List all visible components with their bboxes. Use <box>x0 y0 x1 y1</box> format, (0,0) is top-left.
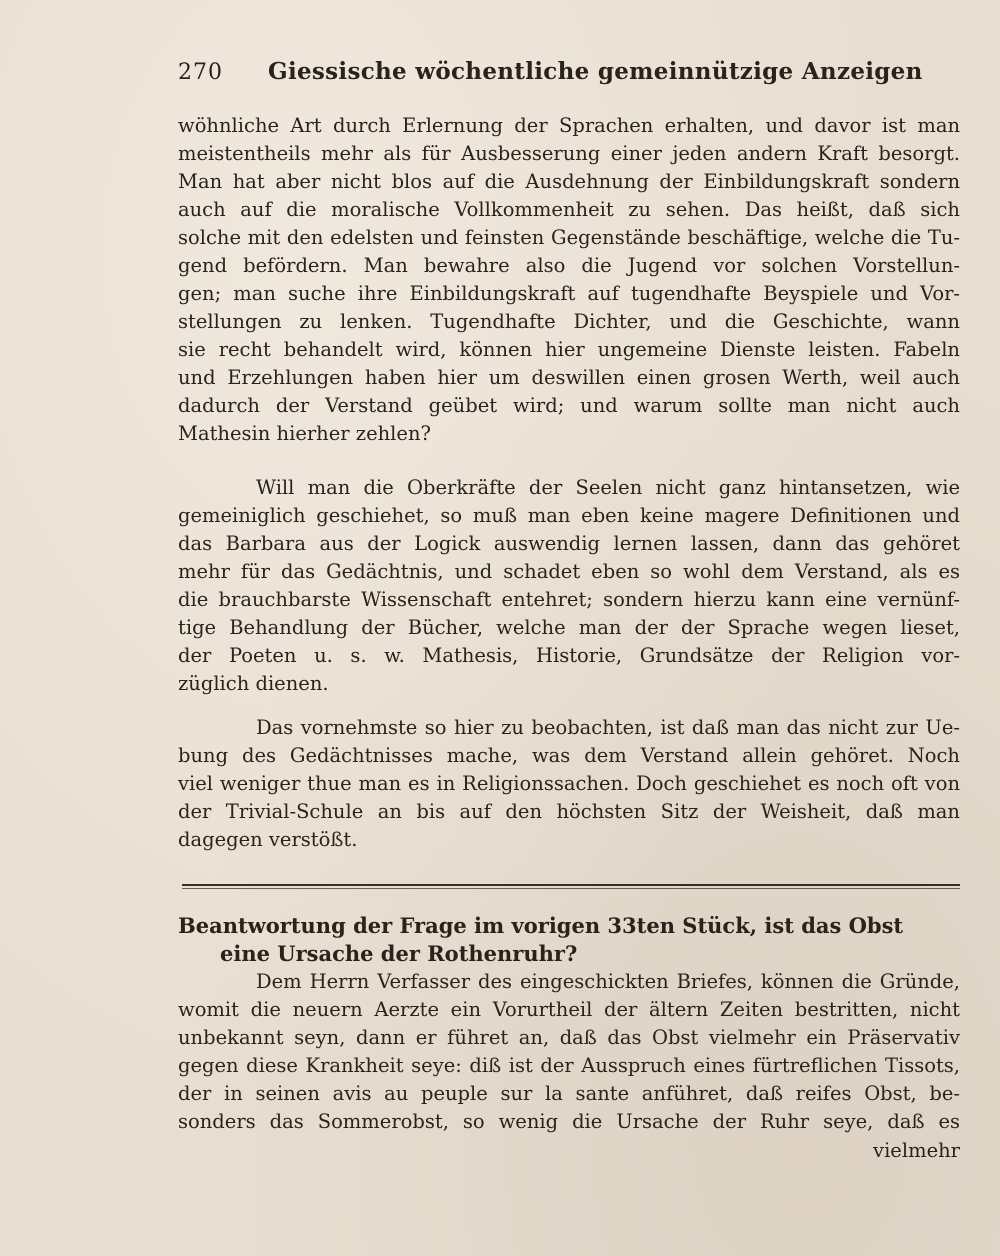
paragraph-2 <box>178 474 960 698</box>
text-line: auch auf die moralische Vollkommenheit zu sehen. Das heißt, daß sich <box>178 198 960 221</box>
text-line: das Barbara aus der Logick auswendig lernen lassen, dann das gehöret <box>178 532 960 555</box>
text-line: und Erzehlungen haben hier um deswillen einen grosen Werth, weil auch <box>178 366 960 389</box>
page-header <box>178 58 958 94</box>
text-line: womit die neuern Aerzte ein Vorurtheil der ältern Zeiten bestritten, nicht <box>178 998 960 1021</box>
text-line: stellungen zu lenken. Tugendhafte Dichter, und die Geschichte, wann <box>178 310 960 333</box>
text-line: gend befördern. Man bewahre also die Jugend vor solchen Vorstellun- <box>178 254 960 277</box>
article-heading-line: Beantwortung der Frage im vorigen 33ten Stück, ist das Obst <box>178 913 904 938</box>
text-line: mehr für das Gedächtnis, und schadet eben so wohl dem Verstand, als es <box>178 560 960 583</box>
text-line: gemeiniglich geschiehet, so muß man eben keine magere Definitionen und <box>178 504 960 527</box>
page-number: 270 <box>178 60 223 85</box>
text-line: meistentheils mehr als für Ausbesserung einer jeden andern Kraft besorgt. <box>178 142 960 165</box>
text-line: tige Behandlung der Bücher, welche man der der Sprache wegen lieset, <box>178 616 960 639</box>
paragraph-3 <box>178 714 960 854</box>
text-line: viel weniger thue man es in Religionssachen. Doch geschiehet es noch oft von <box>178 772 960 795</box>
catchword: vielmehr <box>873 1139 960 1162</box>
text-line: der Poeten u. s. w. Mathesis, Historie, Grundsätze der Religion vor- <box>178 644 960 667</box>
text-line: der Trivial-Schule an bis auf den höchsten Sitz der Weisheit, daß man <box>178 800 960 823</box>
article-heading <box>178 912 960 968</box>
text-line: solche mit den edelsten und feinsten Gegenstände beschäftige, welche die Tu- <box>178 226 960 249</box>
section-divider-thin <box>182 888 960 889</box>
text-line: gegen diese Krankheit seye: diß ist der Ausspruch eines fürtreflichen Tissots, <box>178 1054 960 1077</box>
text-line: der in seinen avis au peuple sur la sante anführet, daß reifes Obst, be- <box>178 1082 960 1105</box>
text-line: dadurch der Verstand geübet wird; und warum sollte man nicht auch <box>178 394 960 417</box>
text-line: Das vornehmste so hier zu beobachten, ist daß man das nicht zur Ue- <box>256 716 960 739</box>
text-line: dagegen verstößt. <box>178 828 358 851</box>
text-line: Dem Herrn Verfasser des eingeschickten Briefes, können die Gründe, <box>256 970 960 993</box>
text-line: züglich dienen. <box>178 672 329 695</box>
section-divider <box>182 884 960 886</box>
text-line: gen; man suche ihre Einbildungskraft auf tugendhafte Beyspiele und Vor- <box>178 282 960 305</box>
text-line: Will man die Oberkräfte der Seelen nicht ganz hintansetzen, wie <box>256 476 960 499</box>
text-line: wöhnliche Art durch Erlernung der Sprachen erhalten, und davor ist man <box>178 114 960 137</box>
text-line: sie recht behandelt wird, können hier ungemeine Dienste leisten. Fabeln <box>178 338 960 361</box>
text-line: sonders das Sommerobst, so wenig die Ursache der Ruhr seye, daß es <box>178 1110 960 1133</box>
running-head: Giessische wöchentliche gemeinnützige Anzeigen <box>268 58 923 85</box>
text-line: bung des Gedächtnisses mache, was dem Verstand allein gehöret. Noch <box>178 744 960 767</box>
text-line: die brauchbarste Wissenschaft entehret; sondern hierzu kann eine vernünf- <box>178 588 960 611</box>
article-heading-line: eine Ursache der Rothenruhr? <box>220 941 578 966</box>
text-line: Man hat aber nicht blos auf die Ausdehnung der Einbildungskraft sondern <box>178 170 960 193</box>
paragraph-1 <box>178 112 960 448</box>
text-line: unbekannt seyn, dann er führet an, daß das Obst vielmehr ein Präservativ <box>178 1026 960 1049</box>
text-line: Mathesin hierher zehlen? <box>178 422 431 445</box>
paragraph-4 <box>178 968 960 1136</box>
